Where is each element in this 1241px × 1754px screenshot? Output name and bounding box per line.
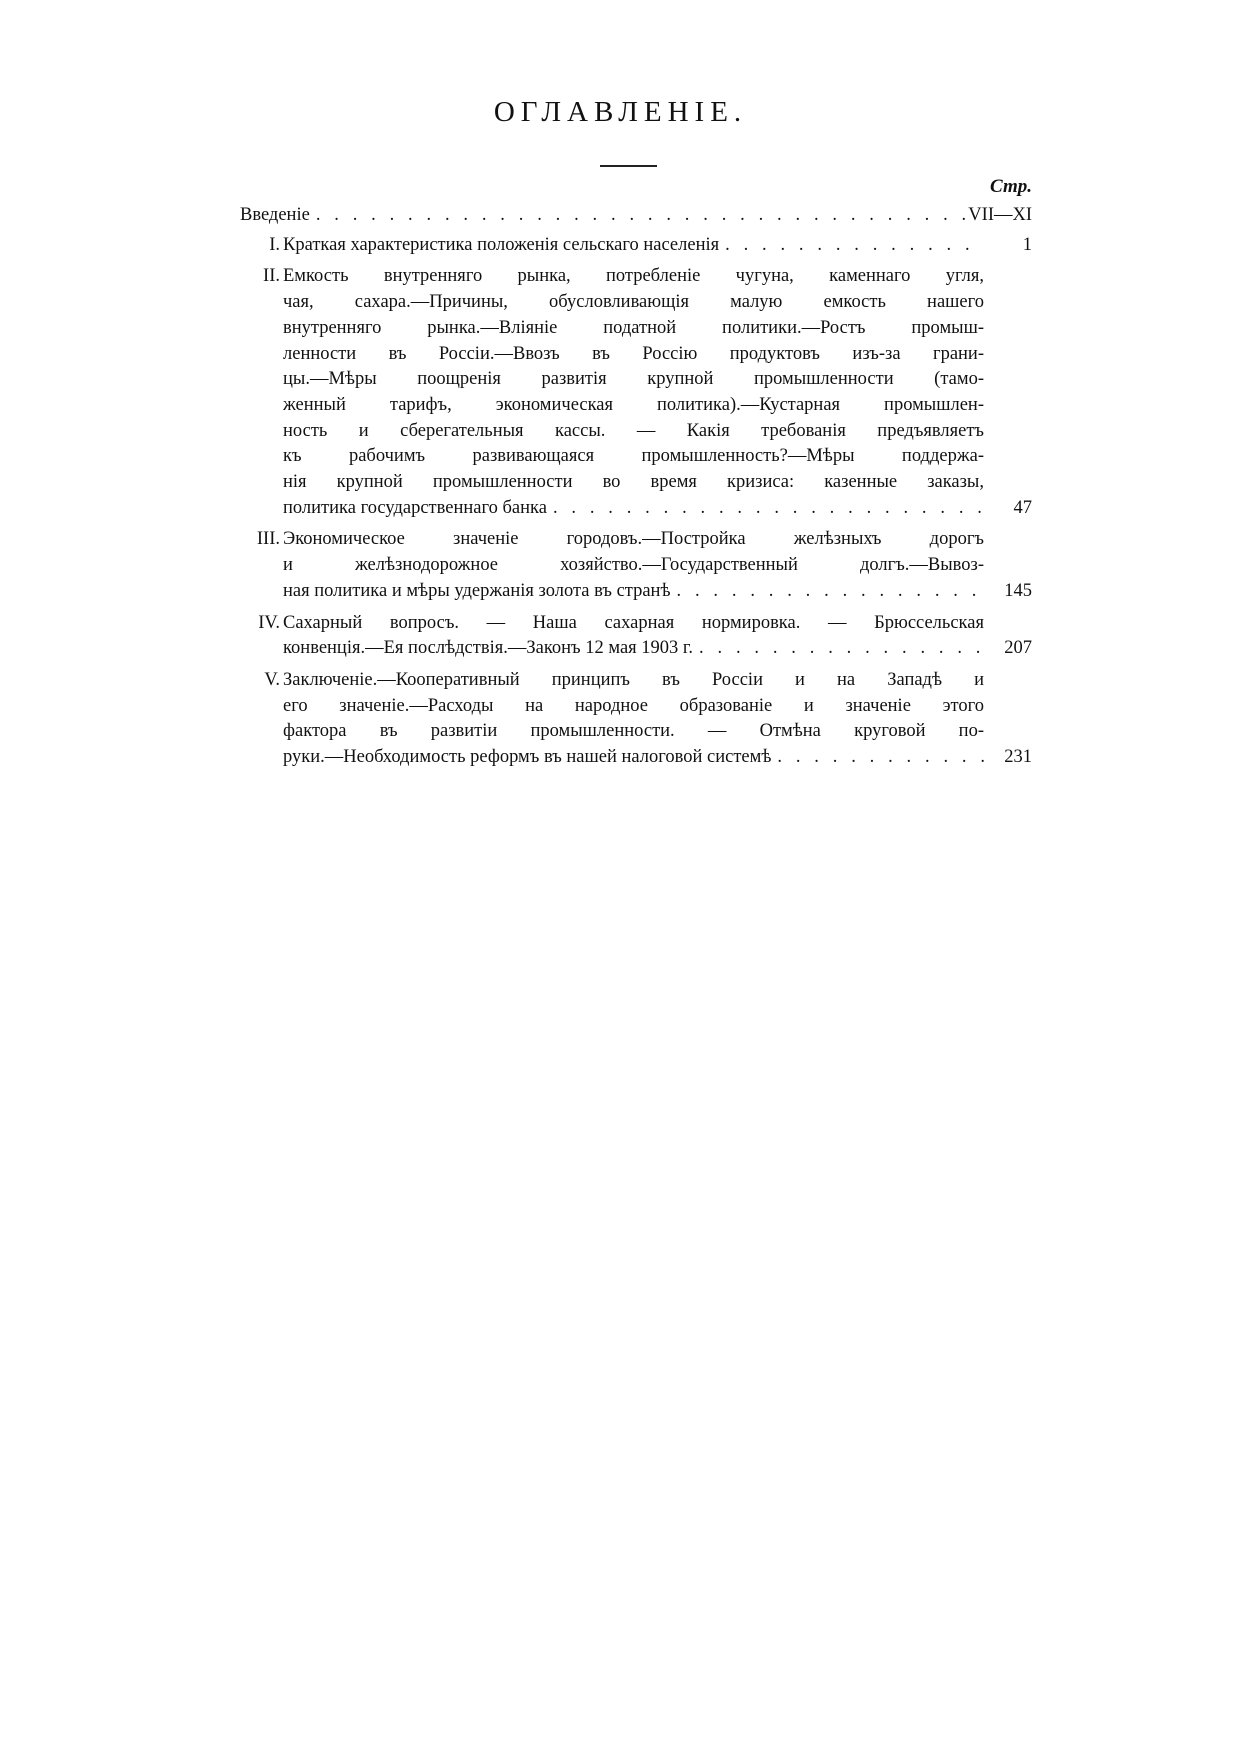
chapter-description-line: женный тарифъ, экономическая политика).—Кустарная промышлен- (283, 394, 984, 415)
chapter-numeral: II. (263, 266, 280, 287)
dot-leader (771, 745, 984, 771)
chapter-page-number: 145 (1004, 580, 1032, 601)
page-title: ОГЛАВЛЕНІЕ. (493, 96, 748, 128)
toc-entry[interactable] (240, 527, 1032, 604)
chapter-description-text: Краткая характеристика положенія сельскаго населенія (283, 234, 720, 255)
chapter-description-line: и желѣзнодорожное хозяйство.—Государственный долгъ.—Вывоз- (283, 555, 984, 576)
toc-entry[interactable] (240, 233, 1032, 259)
title-rule-divider (600, 165, 657, 167)
chapter-description-line: къ рабочимъ развивающаяся промышленность?—Мѣры поддержа- (283, 446, 984, 467)
toc-entry[interactable] (240, 264, 1032, 521)
toc-intro-entry[interactable] (240, 203, 1032, 229)
chapter-description-line (283, 496, 984, 522)
chapter-page-number: 47 (1013, 497, 1032, 518)
intro-pages: VII—XI (968, 205, 1032, 225)
chapter-description-text: руки.—Необходимость реформъ въ нашей налоговой системѣ (283, 747, 772, 768)
chapter-description-line: цы.—Мѣры поощренія развитія крупной промышленности (тамо- (283, 369, 984, 390)
toc-entry[interactable] (240, 611, 1032, 662)
chapter-page-number: 231 (1004, 747, 1032, 768)
chapter-description-line: чая, сахара.—Причины, обусловливающія малую емкость нашего (283, 292, 984, 313)
dot-leader (310, 203, 968, 229)
intro-label: Введеніе (240, 205, 310, 225)
chapter-description-line (283, 636, 984, 662)
chapter-numeral: I. (269, 234, 280, 255)
chapter-description-line (283, 579, 984, 605)
chapter-description-text: ная политика и мѣры удержанія золота въ странѣ (283, 580, 671, 601)
chapter-description-line (283, 745, 984, 771)
dot-leader (719, 233, 984, 259)
toc-entries (240, 233, 1032, 771)
dot-leader (547, 496, 984, 522)
chapter-description-line: нія крупной промышленности во время кризиса: казенные заказы, (283, 472, 984, 493)
dot-leader (693, 636, 984, 662)
chapter-description-line: его значеніе.—Расходы на народное образованіе и значеніе этого (283, 695, 984, 716)
table-of-contents (240, 203, 1032, 777)
chapter-numeral: V. (264, 669, 280, 690)
page-column-label: Стр. (990, 176, 1032, 197)
chapter-description-line: внутренняго рынка.—Вліяніе податной политики.—Ростъ промыш- (283, 317, 984, 338)
chapter-description-line: Сахарный вопросъ. — Наша сахарная нормировка. — Брюссельская (283, 612, 984, 633)
toc-entry[interactable] (240, 668, 1032, 771)
chapter-description-text: конвенція.—Ея послѣдствія.—Законъ 12 мая 1903 г. (283, 638, 694, 659)
chapter-description-line (283, 233, 984, 259)
chapter-page-number: 1 (1022, 234, 1032, 255)
chapter-description-text: политика государственнаго банка (283, 497, 547, 518)
chapter-numeral: III. (256, 529, 280, 550)
chapter-page-number: 207 (1004, 638, 1032, 659)
chapter-description-line: Заключеніе.—Кооперативный принципъ въ Россіи и на Западѣ и (283, 669, 984, 690)
chapter-numeral: IV. (258, 612, 280, 633)
chapter-description-line: ность и сберегательныя кассы. — Какія требованія предъявляетъ (283, 420, 984, 441)
chapter-description-line: Емкость внутренняго рынка, потребленіе чугуна, каменнаго угля, (283, 266, 984, 287)
chapter-description-line: Экономическое значеніе городовъ.—Постройка желѣзныхъ дорогъ (283, 529, 984, 550)
dot-leader (671, 579, 984, 605)
chapter-description-line: фактора въ развитіи промышленности. — Отмѣна круговой по- (283, 721, 984, 742)
chapter-description-line: ленности въ Россіи.—Ввозъ въ Россію продуктовъ изъ-за грани- (283, 343, 984, 364)
